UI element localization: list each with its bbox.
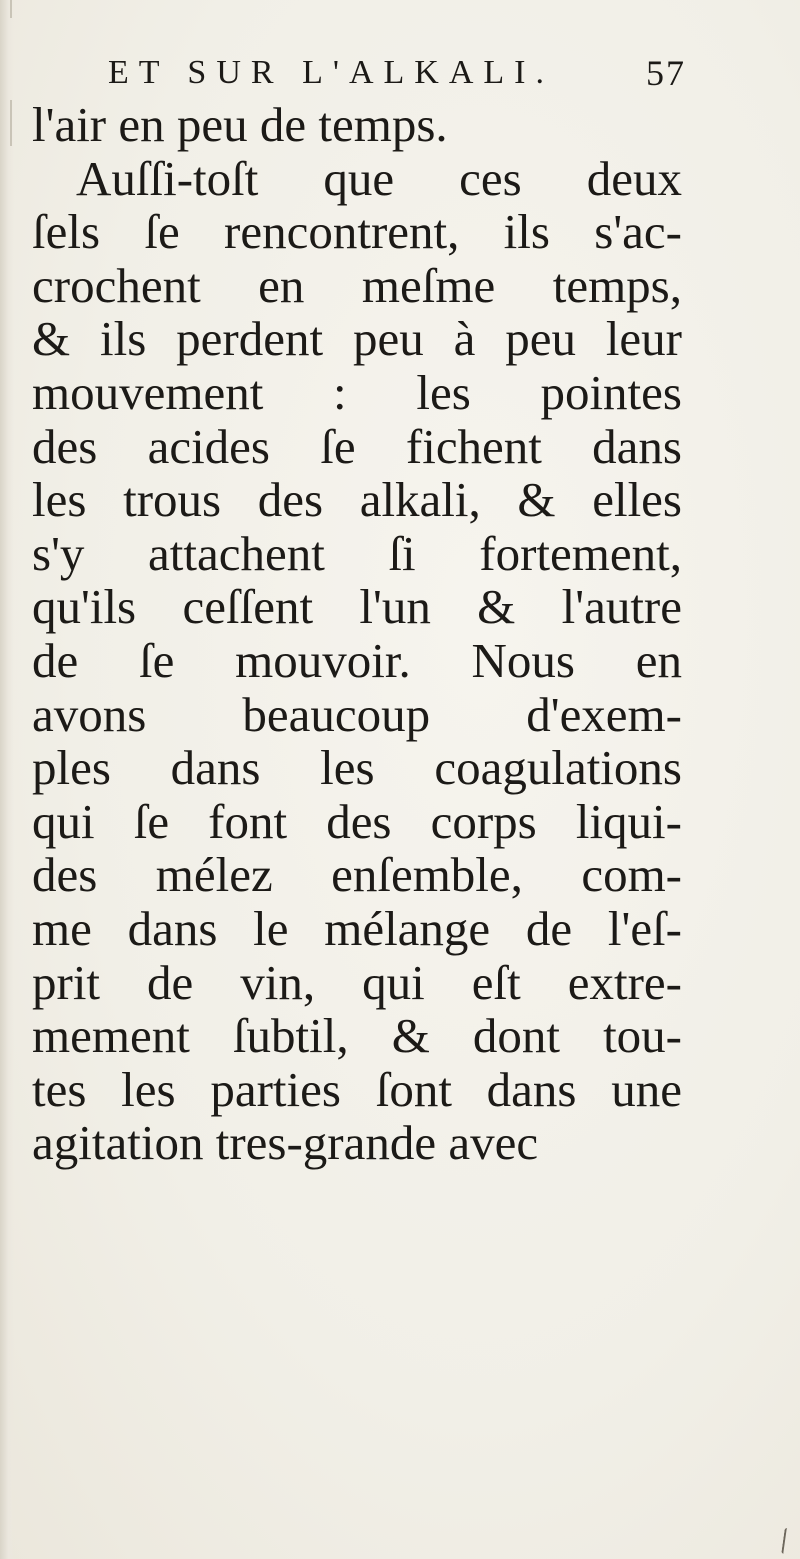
page-gutter-shadow (0, 0, 14, 1559)
text-line: des mélez enſemble, com- (32, 847, 682, 903)
text-line: mement ſubtil, & dont tou- (32, 1008, 682, 1064)
text-line: Auſſi-toſt que ces deux (76, 150, 682, 206)
text-line: s'y attachent ſi fortement, (32, 525, 682, 581)
text-line: de ſe mouvoir. Nous en (32, 632, 682, 688)
text-line: qu'ils ceſſent l'un & l'autre (32, 579, 682, 635)
text-line: les trous des alkali, & elles (32, 472, 682, 528)
text-line: avons beaucoup d'exem- (32, 686, 682, 742)
text-line: tes les parties ſont dans une (32, 1061, 682, 1117)
running-head-title: ET SUR L'ALKALI. (108, 54, 554, 91)
text-line: l'air en peu de temps. (32, 97, 448, 152)
gutter-mark (10, 100, 12, 146)
gutter-mark (10, 0, 12, 18)
text-line: me dans le mélange de l'eſ- (32, 900, 682, 956)
text-line: prit de vin, qui eſt extre- (32, 954, 682, 1010)
text-line: agitation tres-grande avec (32, 1115, 539, 1171)
text-line: mouvement : les pointes (32, 364, 682, 420)
text-line: des acides ſe fichent dans (32, 418, 682, 474)
text-line: ples dans les coagulations (32, 740, 682, 796)
text-line: crochent en meſme temps, (32, 257, 682, 313)
body-text (32, 98, 682, 1170)
text-line: qui ſe font des corps liqui- (32, 793, 682, 849)
text-line: ſels ſe rencontrent, ils s'ac- (32, 204, 682, 260)
paper-blemish (781, 1528, 790, 1554)
text-line: & ils perdent peu à peu leur (32, 311, 682, 367)
page-number: 57 (646, 53, 686, 93)
running-head (108, 48, 688, 98)
